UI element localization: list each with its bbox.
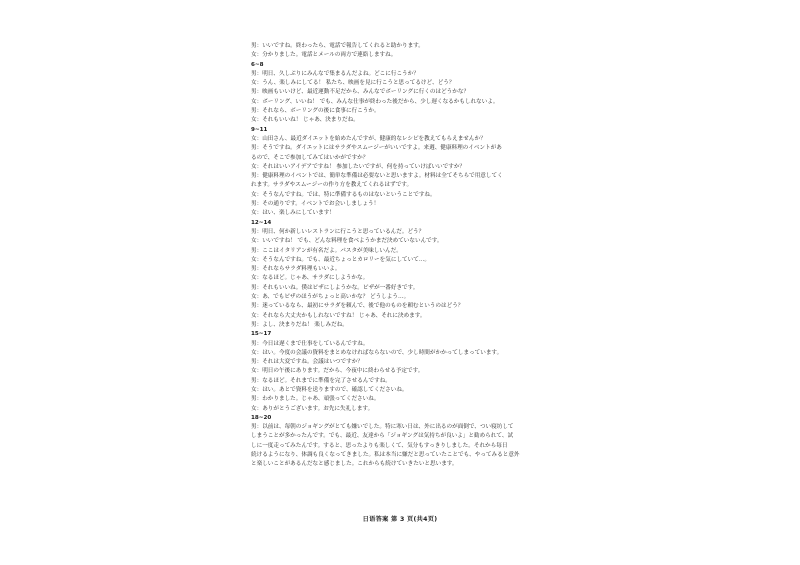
dialogue-line: 男：健康料理のイベントでは、簡単な準備は必要ないと思いますよ。材料は全てそちらで用意してく <box>251 173 503 180</box>
dialogue-line: 女：はい。あとで資料を送りますので、確認してくださいね。 <box>251 386 408 393</box>
dialogue-line: 男：それならサラダ料理もいいよ。 <box>251 266 341 273</box>
page-footer: 日语答案 第 3 页(共4页) <box>362 516 438 523</box>
dialogue-line: 男：そうですね。ダイエットにはサラダやスムージーがいいですよ。来週、健康料理のイベントがあ <box>251 145 502 152</box>
dialogue-line: 女：分かりました。電話とメールの両方で連絡しますね。 <box>251 52 397 59</box>
dialogue-line: 男：迷っているなら、最初にサラダを頼んで、後で他のものを頼むというのはどう？ <box>251 303 464 310</box>
dialogue-line: しまうことが多かったんです。でも、最近、友達から「ジョギングは気持ちが良いよ」と勧められて、試 <box>251 433 514 440</box>
dialogue-line: 男：ここはイタリアンが有名だよ。パスタが美味しいんだ。 <box>251 247 402 254</box>
dialogue-line: 女：ありがとうございます。お先に失礼します。 <box>251 405 374 412</box>
dialogue-line: 男：それなら、ボーリングの後に食事に行こうか。 <box>251 108 380 115</box>
section-heading: 6~8 <box>251 61 264 68</box>
dialogue-line: 男：今日は遅くまで仕事をしているんですね。 <box>251 340 369 347</box>
section-heading: 18~20 <box>251 414 272 421</box>
dialogue-line: 女：山田さん、最近ダイエットを始めたんですが、健康的なレシピを教えてもらえませんか？ <box>251 135 486 142</box>
dialogue-line: 女：うん、楽しみにしてる！ 私たち、映画を見に行こうと思ってるけど、どう？ <box>251 80 455 87</box>
dialogue-line: 女：はい。今度の会議の資料をまとめなければならないので、少し時間がかかってしまっています。 <box>251 349 503 356</box>
dialogue-line: 男：それは大変ですね。会議はいつですか？ <box>251 359 363 366</box>
dialogue-line: 続けるようになり、体調も良くなってきました。私は本当に嫌だと思っていたことでも、やってみると意外 <box>251 452 520 459</box>
dialogue-line: 男：明日、何か新しいレストランに行こうと思っているんだ。どう？ <box>251 228 425 235</box>
dialogue-line: 男：それもいいね。僕はピザにしようかな。ピザが一番好きです。 <box>251 284 419 291</box>
dialogue-line: 男：その通りです。イベントでお会いしましょう！ <box>251 201 380 208</box>
dialogue-line: れます。サラダやスムージーの作り方を教えてくれるはずです。 <box>251 182 413 189</box>
dialogue-line: 女：そうなんですね。でも、最近ちょっとカロリーを気にしていて…。 <box>251 256 431 263</box>
dialogue-line: 女：それはいいアイデアですね！ 参加したいですが、何を持っていけばいいですか？ <box>251 163 466 170</box>
dialogue-line: 女：はい、楽しみにしています！ <box>251 210 335 217</box>
dialogue-line: 女：なるほど。じゃあ、サラダにしようかな。 <box>251 275 369 282</box>
dialogue-line: 男：よし、決まりだね！ 楽しみだね。 <box>251 321 348 328</box>
dialogue-line: 女：ボーリング、いいね！ でも、みんな仕事が終わった後だから、少し遅くなるかもしれないよ。 <box>251 98 499 105</box>
dialogue-line: 女：いいですね！ でも、どんな料理を食べようかまだ決めていないんです。 <box>251 238 443 245</box>
dialogue-line: 男：いいですね。終わったら、電話で報告してくれると助かります。 <box>251 43 424 49</box>
document-body <box>251 42 551 470</box>
section-heading: 15~17 <box>251 331 272 338</box>
dialogue-line: 女：明日の午後にあります。だから、今夜中に終わらせる予定です。 <box>251 368 424 375</box>
dialogue-line: 女：そうなんですね。では、特に準備するものはないということですね。 <box>251 191 436 198</box>
dialogue-line: るので、そこで参加してみてはいかがですか？ <box>251 154 369 161</box>
section-heading: 9~11 <box>251 126 268 133</box>
dialogue-line: 女：あ、でもピザのほうがちょっと高いかな？ どうしよう…。 <box>251 294 410 301</box>
section-heading: 12~14 <box>251 219 272 226</box>
dialogue-line: 男：映画もいいけど、最近運動不足だから、みんなでボーリングに行くのはどうかな？ <box>251 89 470 96</box>
dialogue-line: と楽しいことがあるんだなと感じました。これからも続けていきたいと思います。 <box>251 461 458 468</box>
dialogue-line: 女：それもいいね！ じゃあ、決まりだね。 <box>251 117 359 124</box>
dialogue-line: 男：なるほど。それまでに準備を完了させるんですね。 <box>251 377 391 384</box>
dialogue-line: 女：それなら大丈夫かもしれないですね！ じゃあ、それに決めます。 <box>251 312 426 319</box>
dialogue-line: しに一度走ってみたんです。すると、思ったよりも楽しくて、気分もすっきりしました。それから毎日 <box>251 442 508 449</box>
dialogue-line: 男：明日、久しぶりにみんなで集まるんだよね。どこに行こうか？ <box>251 70 419 77</box>
dialogue-line: 男：以前は、毎朝のジョギングがとても嫌いでした。特に寒い日は、外に出るのが面倒で、つい寝坊して <box>251 424 514 431</box>
dialogue-line: 男：わかりました。じゃあ、頑張ってくださいね。 <box>251 396 380 403</box>
